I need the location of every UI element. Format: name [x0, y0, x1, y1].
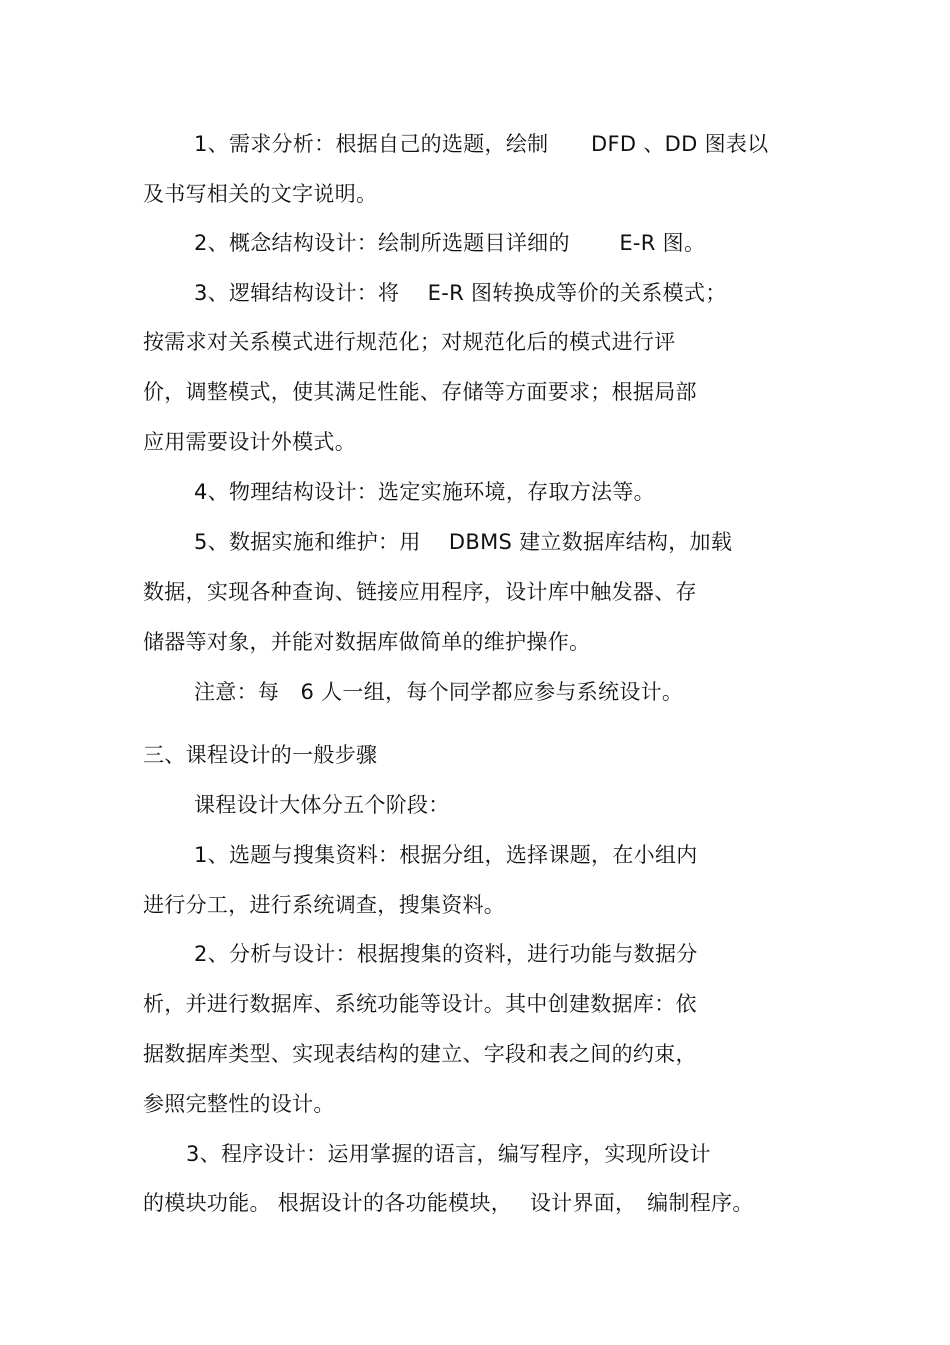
paragraph-line: 据数据库类型、实现表结构的建立、字段和表之间的约束，	[143, 1042, 697, 1066]
paragraph-line: 5、数据实施和维护：用 DBMS 建立数据库结构，加载	[194, 530, 733, 554]
paragraph-line: 应用需要设计外模式。	[143, 430, 356, 454]
paragraph-line: 析，并进行数据库、系统功能等设计。其中创建数据库：依	[143, 992, 697, 1016]
paragraph-line: 进行分工，进行系统调查，搜集资料。	[143, 893, 506, 917]
section-heading: 三、课程设计的一般步骤	[143, 743, 378, 767]
paragraph-line: 及书写相关的文字说明。	[143, 182, 378, 206]
paragraph-line: 课程设计大体分五个阶段：	[194, 793, 450, 817]
paragraph-line: 的模块功能。 根据设计的各功能模块， 设计界面， 编制程序。	[143, 1191, 754, 1215]
paragraph-line: 1、选题与搜集资料：根据分组，选择课题，在小组内	[194, 843, 698, 867]
paragraph-line: 按需求对关系模式进行规范化；对规范化后的模式进行评	[143, 330, 676, 354]
paragraph-line: 4、物理结构设计：选定实施环境，存取方法等。	[194, 480, 655, 504]
paragraph-line: 储器等对象，并能对数据库做简单的维护操作。	[143, 630, 591, 654]
paragraph-line: 参照完整性的设计。	[143, 1092, 335, 1116]
paragraph-line: 1、需求分析：根据自己的选题，绘制 DFD 、DD 图表以	[194, 132, 769, 156]
paragraph-line: 价，调整模式，使其满足性能、存储等方面要求；根据局部	[143, 380, 697, 404]
paragraph-line: 2、概念结构设计：绘制所选题目详细的 E-R 图。	[194, 231, 706, 255]
paragraph-line: 3、程序设计：运用掌握的语言，编写程序，实现所设计	[186, 1142, 711, 1166]
paragraph-line: 3、逻辑结构设计：将 E-R 图转换成等价的关系模式；	[194, 281, 727, 305]
paragraph-line: 数据，实现各种查询、链接应用程序，设计库中触发器、存	[143, 580, 697, 604]
note-line: 注意：每 6 人一组，每个同学都应参与系统设计。	[194, 680, 684, 704]
paragraph-line: 2、分析与设计：根据搜集的资料，进行功能与数据分	[194, 942, 698, 966]
